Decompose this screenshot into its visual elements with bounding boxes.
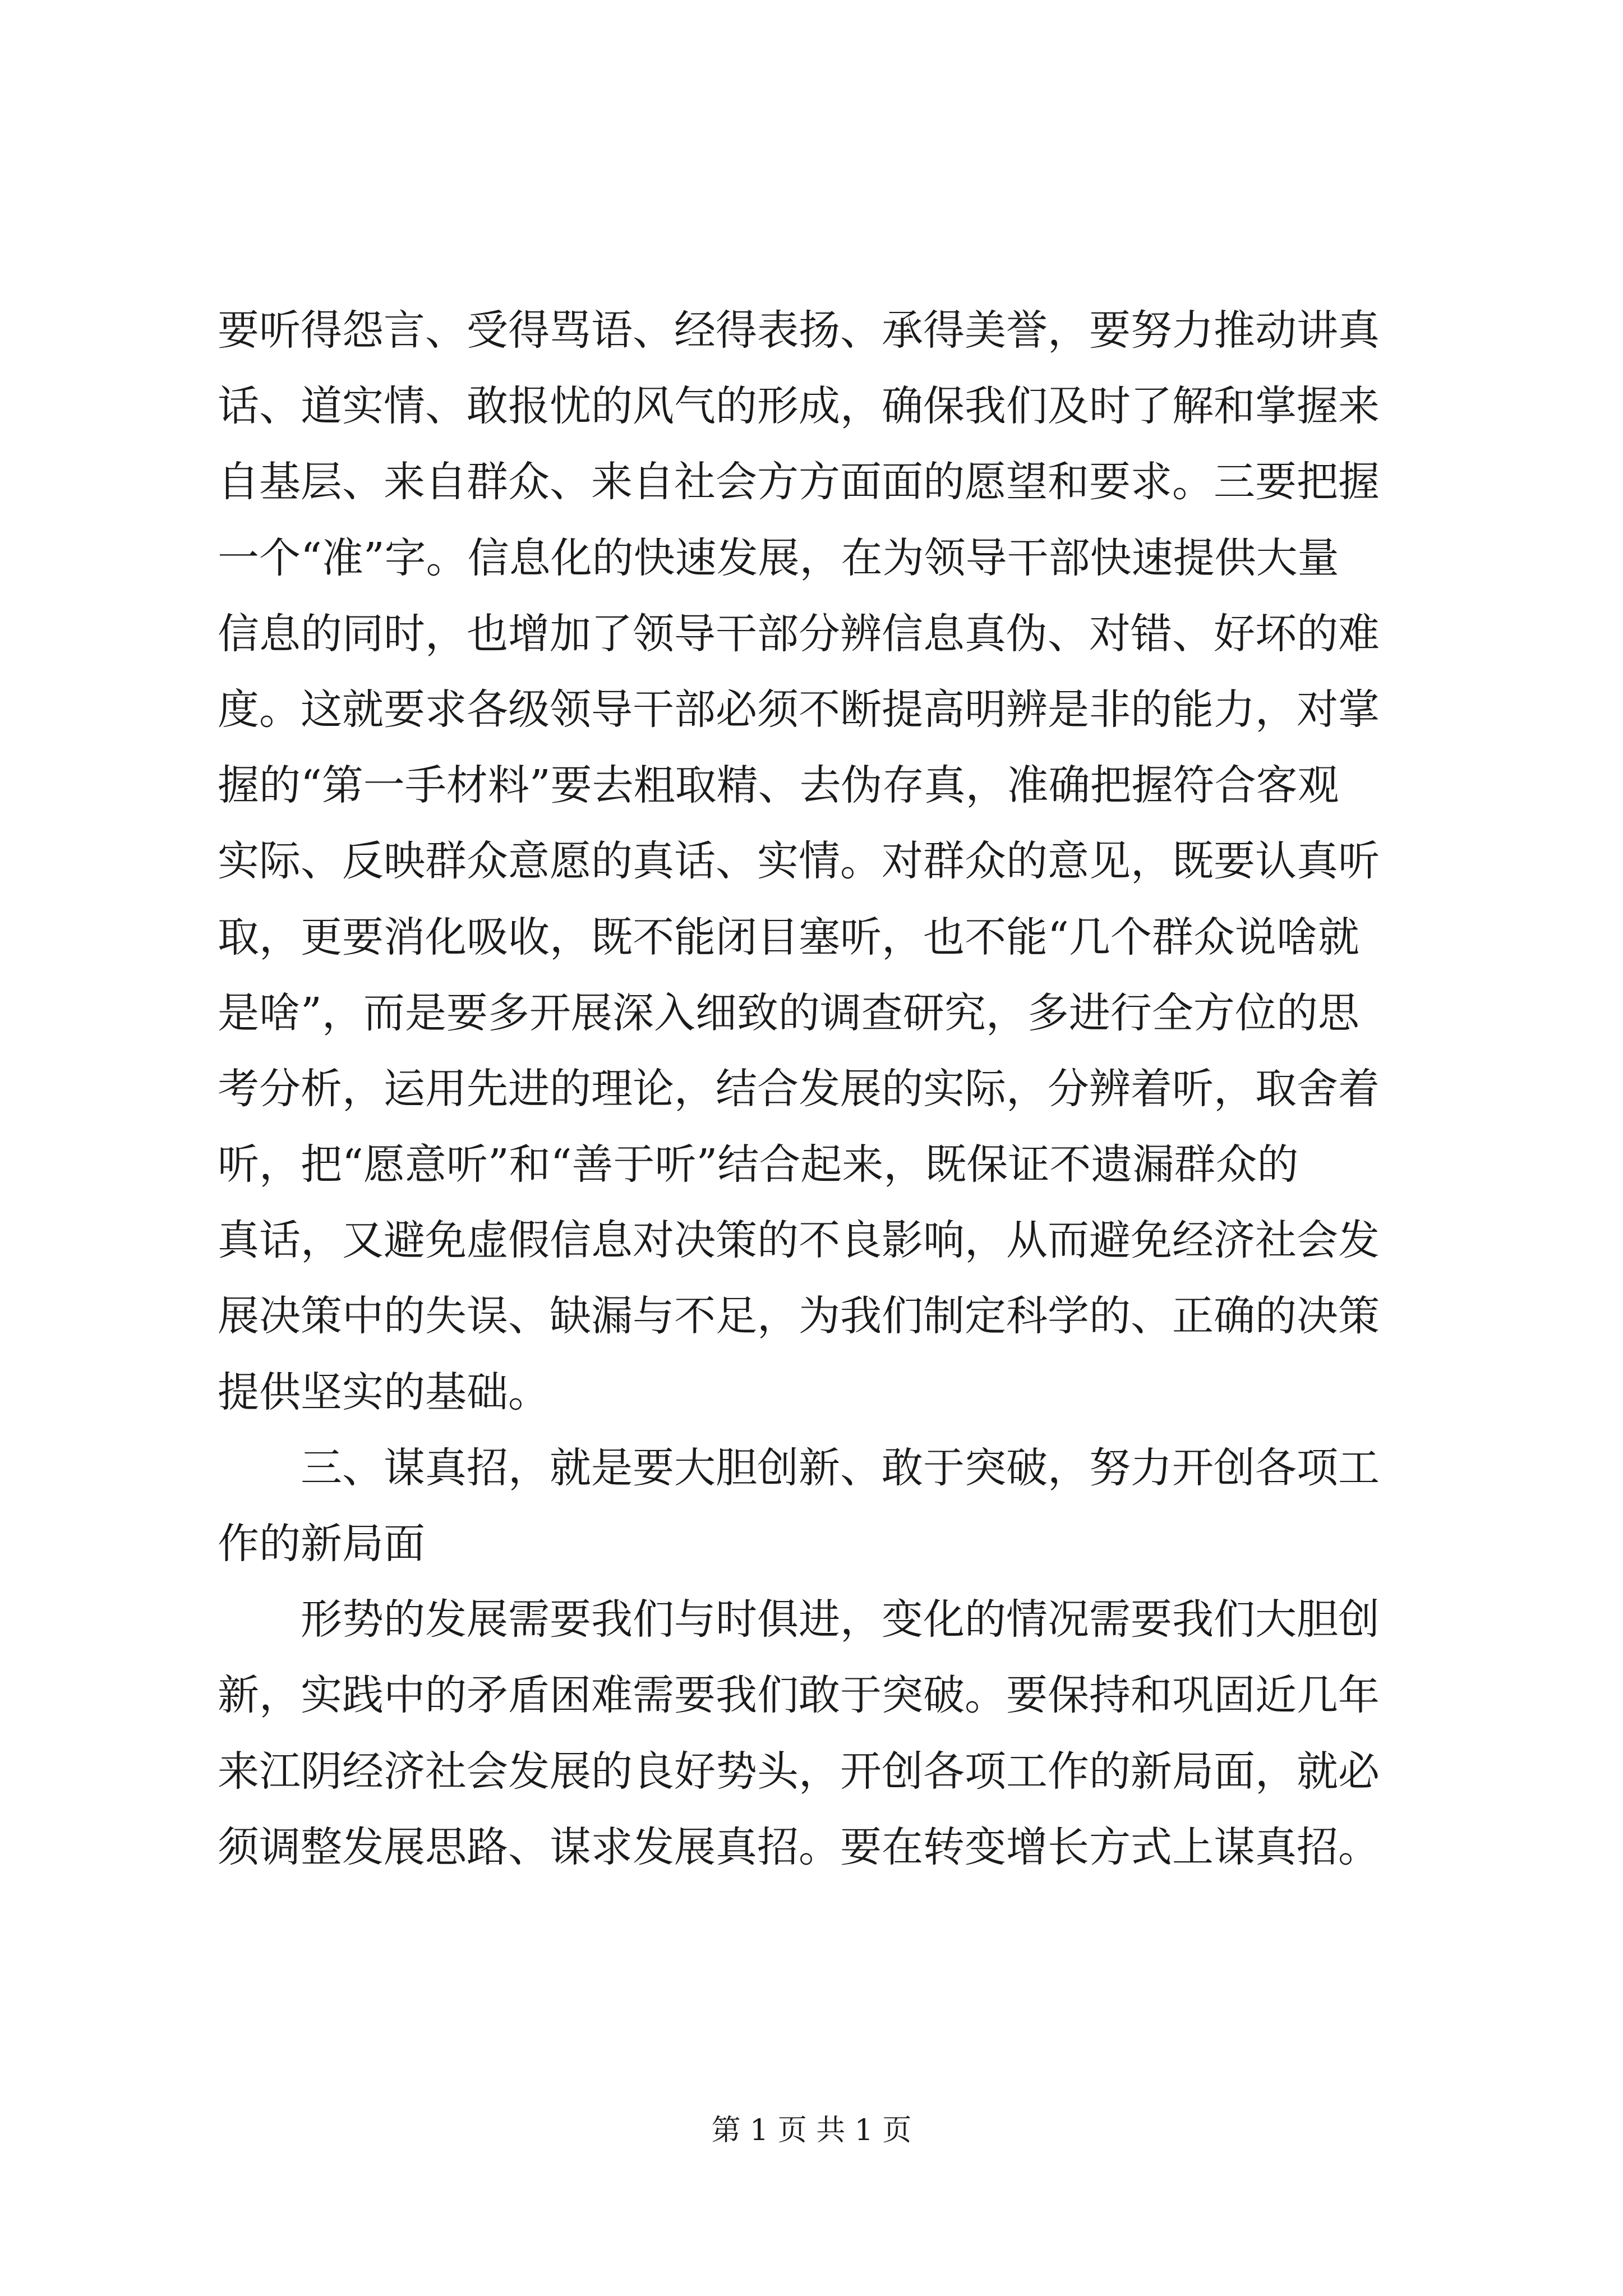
text-line: 提供坚实的基础。 xyxy=(218,1368,550,1416)
text-line: 话、道实情、敢报忧的风气的形成，确保我们及时了解和掌握来 xyxy=(218,382,1380,431)
text-line: 握的“第一手材料”要去粗取精、去伪存真，准确把握符合客观 xyxy=(218,761,1339,810)
text-line: 实际、反映群众意愿的真话、实情。对群众的意见，既要认真听 xyxy=(218,837,1380,886)
text-line: 新，实践中的矛盾困难需要我们敢于突破。要保持和巩固近几年 xyxy=(218,1671,1380,1720)
text-line: 是啥”，而是要多开展深入细致的调查研究，多进行全方位的思 xyxy=(218,988,1359,1037)
page-footer: 第 1 页 共 1 页 xyxy=(711,2114,912,2147)
text-line: 听，把“愿意听”和“善于听”结合起来，既保证不遗漏群众的 xyxy=(218,1140,1299,1189)
text-line: 一个“准”字。信息化的快速发展，在为领导干部快速提供大量 xyxy=(218,533,1339,582)
section-heading-line: 作的新局面 xyxy=(218,1520,425,1568)
text-line: 须调整发展思路、谋求发展真招。要在转变增长方式上谋真招。 xyxy=(218,1823,1380,1871)
section-heading-line: 三、谋真招，就是要大胆创新、敢于突破，努力开创各项工 xyxy=(301,1443,1380,1492)
text-line: 真话，又避免虚假信息对决策的不良影响，从而避免经济社会发 xyxy=(218,1216,1380,1265)
text-line: 展决策中的失误、缺漏与不足，为我们制定科学的、正确的决策 xyxy=(218,1292,1380,1341)
document-body xyxy=(218,293,1412,1885)
text-line: 信息的同时，也增加了领导干部分辨信息真伪、对错、好坏的难 xyxy=(218,609,1380,658)
text-line: 形势的发展需要我们与时俱进，变化的情况需要我们大胆创 xyxy=(301,1595,1380,1644)
text-line: 考分析，运用先进的理论，结合发展的实际，分辨着听，取舍着 xyxy=(218,1064,1380,1113)
text-line: 自基层、来自群众、来自社会方方面面的愿望和要求。三要把握 xyxy=(218,458,1380,507)
text-line: 来江阴经济社会发展的良好势头，开创各项工作的新局面，就必 xyxy=(218,1747,1380,1796)
text-line: 度。这就要求各级领导干部必须不断提高明辨是非的能力，对掌 xyxy=(218,685,1380,734)
text-line: 要听得怨言、受得骂语、经得表扬、承得美誉，要努力推动讲真 xyxy=(218,306,1380,355)
text-line: 取，更要消化吸收，既不能闭目塞听，也不能“几个群众说啥就 xyxy=(218,913,1359,961)
